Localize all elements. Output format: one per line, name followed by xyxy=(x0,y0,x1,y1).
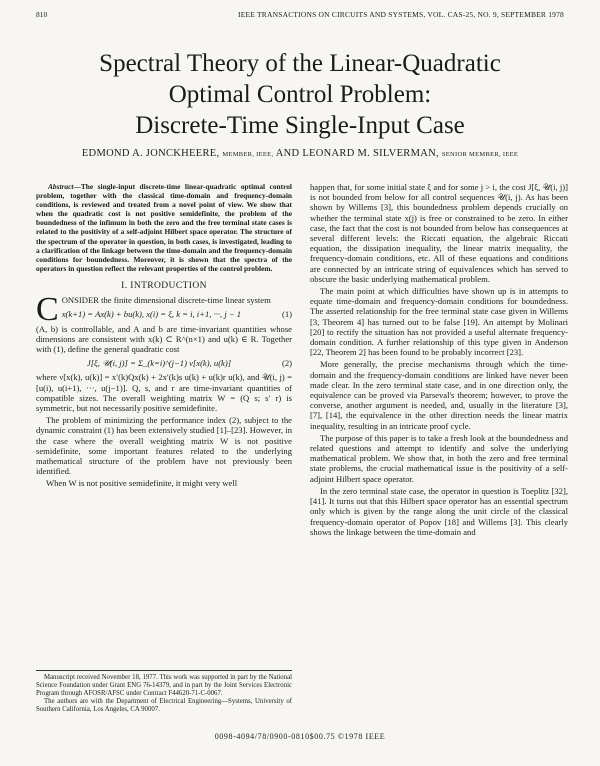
equation-2-body: J[ξ, 𝒰(i, j)] = Σ_(k=i)^(j−1) ν[x(k), u(k)] xyxy=(86,358,232,369)
equation-2 xyxy=(36,358,292,368)
right-paragraph-4: The purpose of this paper is to take a fresh look at the boundedness and related questions and attempt to identify and solve the underlying mathematical problem. We show that, in both the zero and free terminal state problems, the crucial mathematical issue is the positivity of a self-adjoint Hilbert space operator. xyxy=(310,432,568,484)
page-number: 810 xyxy=(36,10,48,19)
right-paragraph-2: The main point at which difficulties have shown up is in attempts to equate time-domain and frequency-domain conditions for boundedness. The asserted relationship for the free terminal state case given in Willems [3, Theorem 4] has turned out to be false [19]. An attempt by Molinari [20] to rectify the situation has not provided a useful alternate frequency-domain condition. A further relationship of this type given in Anderson [22, Theorem 2] has been found to be probably incorrect [23]. xyxy=(310,286,568,358)
paragraph-weighting: where ν[x(k), u(k)] = x′(k)Qx(k) + 2x′(k)s u(k) + u(k)r u(k), and 𝒰(i, j) = [u(i), u(i+1), ···, u(j−1)]. Q, s, and r are time-invariant quantities of compatible sizes. The overall weighting matrix W = (Q s; s′ r) is symmetric, but not necessarily positive semidefinite. xyxy=(36,372,292,413)
paragraph-problem: The problem of minimizing the performance index (2), subject to the dynamic constraint (1) has been extensively studied [1]–[23]. However, in the case where the overall weighting matrix W is not positive semidefinite, some important features related to the underlying mathematical structure of the problem have not previously been identified. xyxy=(36,415,292,477)
footnote-received: Manuscript received November 18, 1977. This work was supported in part by the National Science Foundation under Grant ENG 76-14379, and in part by the Joint Services Electronic Program through AFOSR/AFSC under Contract F44620-71-C-0067. xyxy=(36,674,292,697)
footnote xyxy=(36,670,292,714)
paragraph-not-semidefinite: When W is not positive semidefinite, it might very well xyxy=(46,478,238,489)
title-line-2: Optimal Control Problem: xyxy=(168,81,432,108)
intro-text: ONSIDER the finite dimensional discrete-time linear system xyxy=(61,295,271,306)
right-paragraph-5: In the zero terminal state case, the operator in question is Toeplitz [32], [41]. It turns out that this Hilbert space operator has an essential spectrum only which is given by the range along the unit circle of the classical frequency-domain operator of Popov [18] and Willems [3]. This clearly shows the linkage between the time-domain and xyxy=(310,485,568,537)
author-2: LEONARD M. SILVERMAN, xyxy=(302,148,439,159)
author-1-grade: MEMBER, IEEE, xyxy=(222,151,274,158)
paper-title xyxy=(0,48,600,141)
abstract-label: Abstract xyxy=(48,182,74,191)
equation-1 xyxy=(62,309,292,319)
paragraph-controllable: (A, b) is controllable, and A and b are time-invariant quantities whose dimensions are consistent with x(k) ⊂ R^(n×1) and u(k) ∈ R. Together with (1), define the general quadratic cost xyxy=(36,323,292,354)
section-heading-introduction: I. INTRODUCTION xyxy=(121,280,207,291)
right-column xyxy=(310,182,568,539)
journal-citation: IEEE TRANSACTIONS ON CIRCUITS AND SYSTEMS, VOL. CAS-25, NO. 9, SEPTEMBER 1978 xyxy=(238,10,564,19)
copyright-line: 0098-4094/78/0900-0810$00.75 ©1978 IEEE xyxy=(214,732,386,741)
running-header xyxy=(36,10,564,22)
equation-2-number: (2) xyxy=(281,358,292,369)
equation-1-body: x(k+1) = Ax(k) + bu(k), x(i) = ξ, k = i, i+1, ···, j − 1 xyxy=(61,309,242,320)
title-line-1: Spectral Theory of the Linear-Quadratic xyxy=(99,50,501,77)
abstract-text: —The single-input discrete-time linear-quadratic optimal control problem, together with the classical time-domain and frequency-domain conditions, is reviewed and treated from a novel point of view. We show that when the quadratic cost is not positive semidefinite, the problem of the boundedness of the infimum in both the zero and the free terminal state cases is related to the positivity of a self-adjoint Hilbert space operator. The structure of the spectrum of the operator in question, in both cases, is investigated, leading to a clarification of the linkage between the time-domain and the frequency-domain conditions for boundedness. Moreover, it is shown that the spectra of the operators in question reflect the relevant properties of the control problem. xyxy=(36,182,292,273)
right-paragraph-1: happen that, for some initial state ξ and for some j > i, the cost J[ξ, 𝒰(i, j)] is not bounded from below for all control sequences 𝒰(i, j). As has been shown by Willems [3], this boundedness problem depends crucially on whether the terminal state x(j) is free or constrained to be zero. In either case, the fact that the cost is not bounded from below has consequences at several different levels: the Riccati equation, the algebraic Riccati equation, the dissipation inequality, the linear matrix inequality, the frequency-domain conditions, etc. All of these equations and conditions are connected by an intricate string of equivalences which has served to obscure the basic underlying mathematical problem. xyxy=(310,182,568,284)
author-conjunction: AND xyxy=(275,148,300,159)
abstract xyxy=(36,182,292,273)
author-1: EDMOND A. JONCKHEERE, xyxy=(81,148,220,159)
title-line-3: Discrete-Time Single-Input Case xyxy=(135,112,465,139)
equation-1-number: (1) xyxy=(281,309,292,320)
author-line xyxy=(0,148,600,159)
left-column xyxy=(36,182,292,491)
footnote-affiliation: The authors are with the Department of Electrical Engineering—Systems, University of Southern California, Los Angeles, CA 90007. xyxy=(36,698,292,713)
right-paragraph-3: More generally, the precise mechanisms through which the time-domain and the frequency-domain conditions are linked have never been made clear. In the zero terminal state case, and in one direction only, the equivalence can be proved via Parseval's theorem; however, to prove the converse, another argument is needed, and, usually in the literature [3], [7], [14], the equivalence in the other direction needs the linear matrix inequality, resulting in an intricate proof cycle. xyxy=(310,359,568,431)
author-2-grade: SENIOR MEMBER, IEEE xyxy=(441,151,519,158)
drop-cap: C xyxy=(36,291,59,329)
